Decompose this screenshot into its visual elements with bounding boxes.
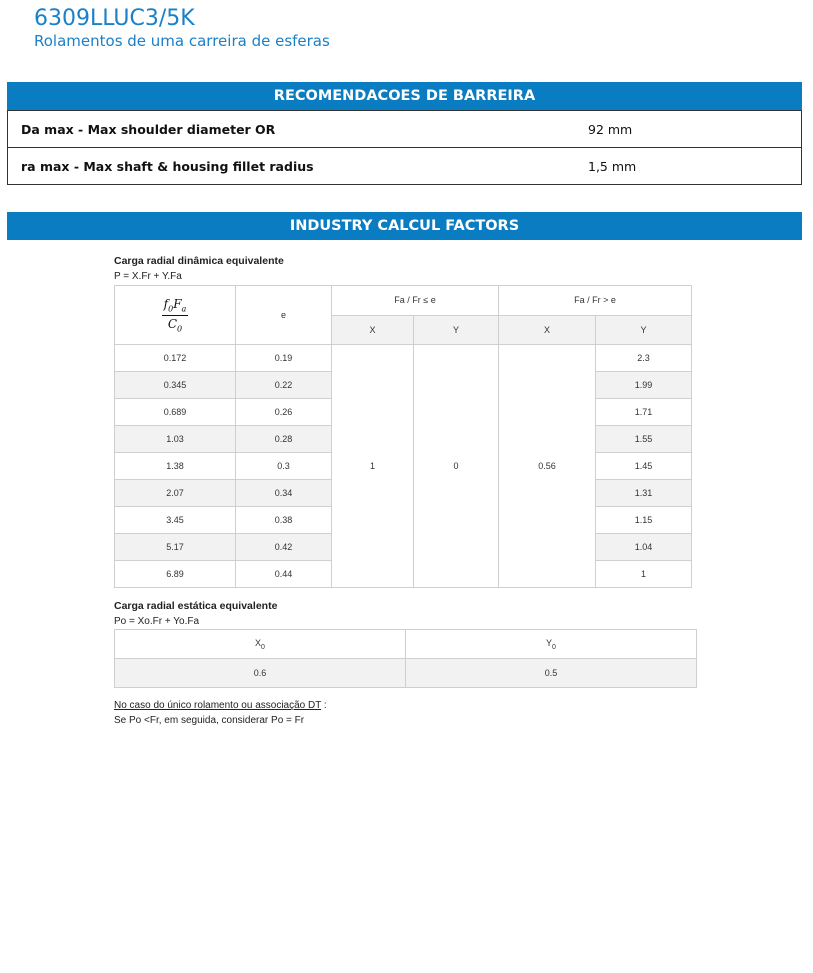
y2-cell: 1.99 xyxy=(596,372,692,399)
e-cell: 0.3 xyxy=(236,453,332,480)
y2-cell: 1.15 xyxy=(596,507,692,534)
y2-cell: 1.45 xyxy=(596,453,692,480)
static-load-title: Carga radial estática equivalente xyxy=(114,600,278,612)
table-row xyxy=(115,345,692,372)
page-title: 6309LLUC3/5K xyxy=(34,6,195,31)
static-load-formula: Po = Xo.Fr + Yo.Fa xyxy=(114,616,200,627)
y2-cell: 1.31 xyxy=(596,480,692,507)
row-label: ra max - Max shaft & housing fillet radius xyxy=(8,148,589,185)
page-subtitle: Rolamentos de uma carreira de esferas xyxy=(34,32,330,50)
ratio-cell: 2.07 xyxy=(115,480,236,507)
recommendations-heading: RECOMENDACOES DE BARREIRA xyxy=(7,82,802,110)
ratio-cell: 0.345 xyxy=(115,372,236,399)
static-x-header: $X_0$ xyxy=(115,630,406,659)
recommendations-table xyxy=(7,110,802,185)
dynamic-load-formula: P = X.Fr + Y.Fa xyxy=(114,271,182,282)
x2-cell: 0.56 xyxy=(499,345,596,588)
note-line1: No caso do único rolamento ou associação DT : xyxy=(114,700,327,711)
y-header: Y xyxy=(596,315,692,345)
factors-heading: INDUSTRY CALCUL FACTORS xyxy=(7,212,802,240)
ratio-formula: $\frac{f_0F_a}{C_0}$ xyxy=(163,297,187,333)
static-y-header: $Y_0$ xyxy=(406,630,697,659)
group-header-le: Fa / Fr ≤ e xyxy=(332,286,499,316)
e-cell: 0.42 xyxy=(236,534,332,561)
row-label: Da max - Max shoulder diameter OR xyxy=(8,111,589,148)
table-row xyxy=(8,111,802,148)
y-header: Y xyxy=(414,315,499,345)
e-cell: 0.26 xyxy=(236,399,332,426)
dynamic-load-title: Carga radial dinâmica equivalente xyxy=(114,255,284,267)
x-header: X xyxy=(332,315,414,345)
y2-cell: 2.3 xyxy=(596,345,692,372)
y2-cell: 1.55 xyxy=(596,426,692,453)
e-cell: 0.44 xyxy=(236,561,332,588)
e-cell: 0.19 xyxy=(236,345,332,372)
e-header: e xyxy=(236,286,332,345)
static-y-cell: 0.5 xyxy=(406,659,697,688)
note-line2: Se Po <Fr, em seguida, considerar Po = Fr xyxy=(114,715,305,726)
y2-cell: 1.04 xyxy=(596,534,692,561)
ratio-cell: 5.17 xyxy=(115,534,236,561)
y2-cell: 1.71 xyxy=(596,399,692,426)
y2-cell: 1 xyxy=(596,561,692,588)
x-header: X xyxy=(499,315,596,345)
ratio-cell: 1.38 xyxy=(115,453,236,480)
dynamic-factors-table xyxy=(114,285,692,588)
x1-cell: 1 xyxy=(332,345,414,588)
row-value: 1,5 mm xyxy=(588,148,802,185)
static-factors-table xyxy=(114,629,697,688)
static-x-cell: 0.6 xyxy=(115,659,406,688)
e-cell: 0.28 xyxy=(236,426,332,453)
ratio-cell: 0.689 xyxy=(115,399,236,426)
ratio-cell: 6.89 xyxy=(115,561,236,588)
e-cell: 0.22 xyxy=(236,372,332,399)
table-row xyxy=(8,148,802,185)
y1-cell: 0 xyxy=(414,345,499,588)
ratio-cell: 0.172 xyxy=(115,345,236,372)
e-cell: 0.34 xyxy=(236,480,332,507)
e-cell: 0.38 xyxy=(236,507,332,534)
row-value: 92 mm xyxy=(588,111,802,148)
ratio-cell: 1.03 xyxy=(115,426,236,453)
ratio-header xyxy=(115,286,236,345)
ratio-cell: 3.45 xyxy=(115,507,236,534)
group-header-gt: Fa / Fr > e xyxy=(499,286,692,316)
